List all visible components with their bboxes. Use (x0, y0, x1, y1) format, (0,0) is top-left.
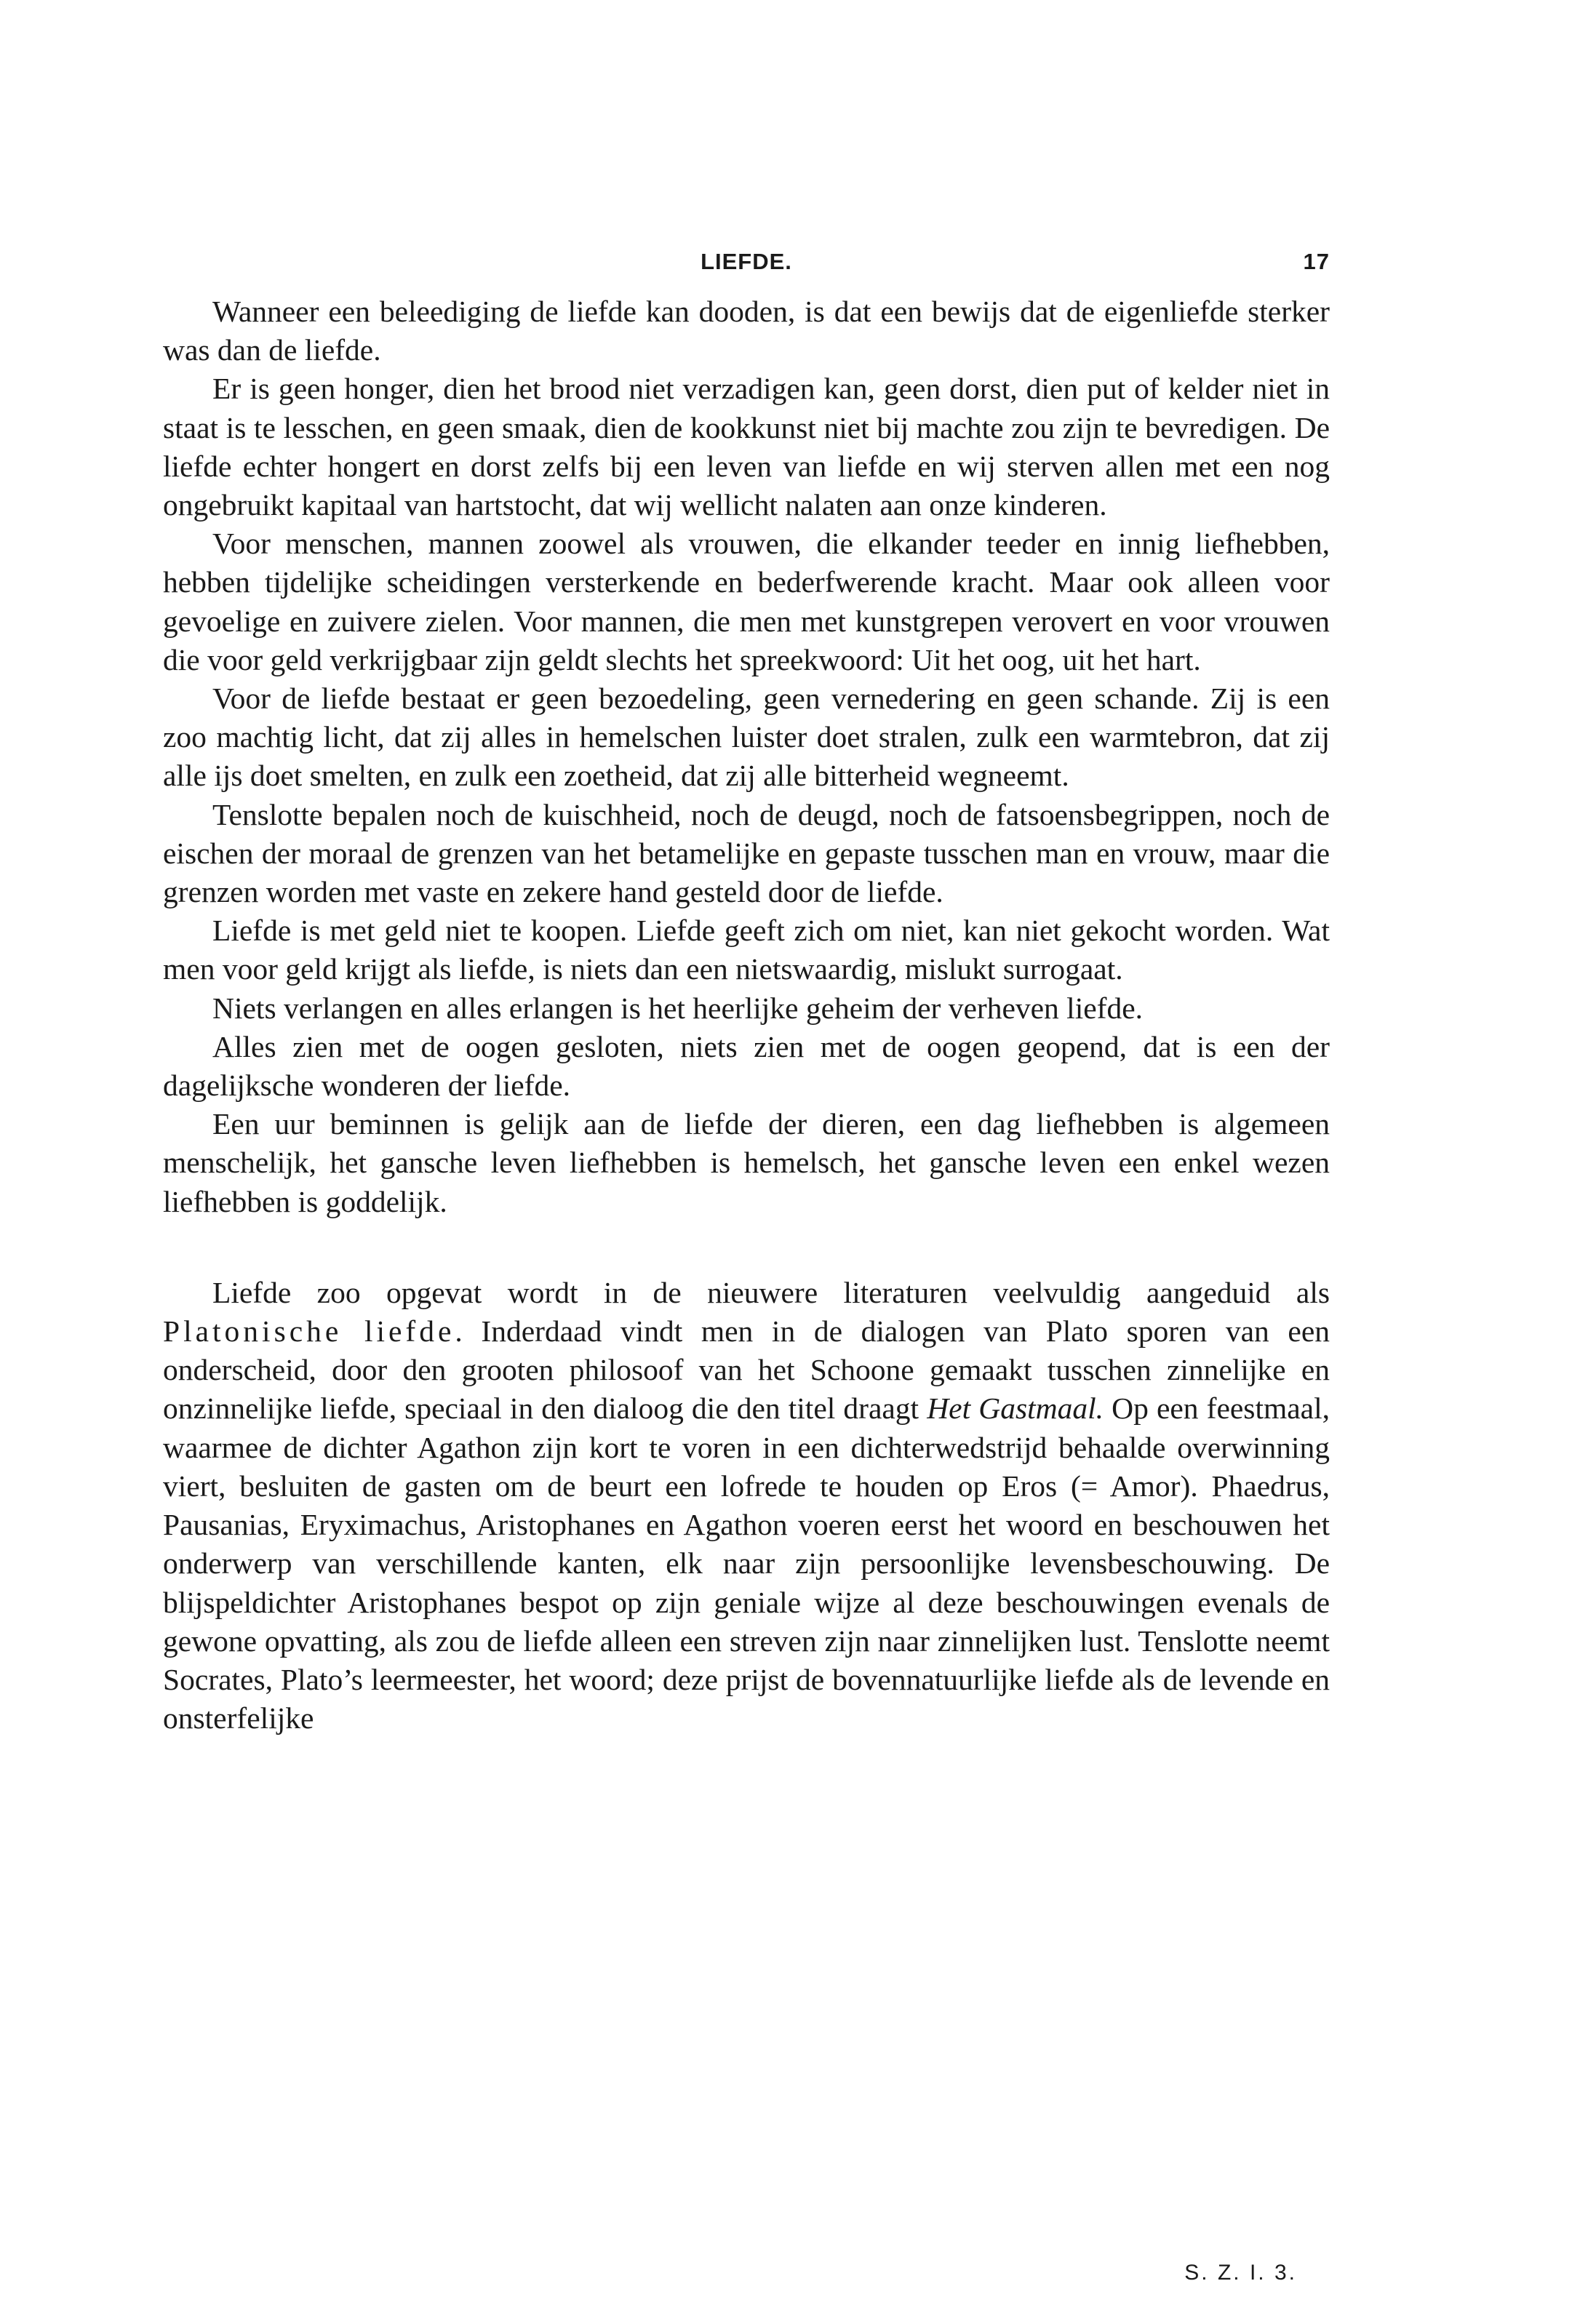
paragraph-2: Er is geen honger, dien het brood niet verzadigen kan, geen dorst, dien put of kelder niet in staat is te lesschen, en geen smaak, dien de kookkunst niet bij machte zou zijn te bevredigen. De liefde echter hongert en dorst zelfs bij een leven van liefde en wij sterven allen met een nog ongebruikt kapitaal van hartstocht, dat wij wellicht nalaten aan onze kinderen. (163, 372, 1330, 522)
gastmaal-title: Het Gastmaal. (927, 1391, 1104, 1426)
paragraph-7: Niets verlangen en alles erlangen is het heerlijke geheim der verheven liefde. (212, 991, 1144, 1025)
paragraph-platonic-part3: Op een feestmaal, waarmee de dichter Agathon zijn kort te voren in een dichterwedstrijd behaalde overwinning viert, besluiten de gasten om de beurt een lofrede te houden op Eros (= Amor). Phaedrus, Pausanias, Eryximachus, Aristophanes en Agathon voeren eerst het woord en beschouwen het onderwerp van verschillende kanten, elk naar zijn persoonlijke levensbeschouwing. De blijspeldichter Aristophanes bespot op zijn geniale wijze al deze beschouwingen evenals de gewone opvatting, als zou de liefde alleen een streven zijn naar zinnelijken lust. Tenslotte neemt Socrates, Plato’s leermeester, het woord; deze prijst de bovennatuurlijke liefde als de levende en onsterfelijke (163, 1391, 1330, 1735)
platonic-love-term: Platonische liefde (163, 1314, 455, 1349)
paragraph-8: Alles zien met de oogen gesloten, niets zien met de oogen geopend, dat is een der dagelijksche wonderen der liefde. (163, 1029, 1330, 1103)
page-number: 17 (1303, 249, 1330, 274)
body-text (163, 292, 1330, 1738)
paragraph-3: Voor menschen, mannen zoowel als vrouwen, die elkander teeder en innig liefhebben, hebben tijdelijke scheidingen versterkende en bederfwerende kracht. Maar ook alleen voor gevoelige en zuivere zielen. Voor mannen, die men met kunstgrepen verovert en voor vrouwen die voor geld verkrijgbaar zijn geldt slechts het spreekwoord: Uit het oog, uit het hart. (163, 527, 1330, 676)
paragraph-5: Tenslotte bepalen noch de kuischheid, noch de deugd, noch de fatsoensbegrippen, noch de eischen der moraal de grenzen van het betamelijke en gepaste tusschen man en vrouw, maar die grenzen worden met vaste en zekere hand gesteld door de liefde. (163, 797, 1330, 909)
paragraph-4: Voor de liefde bestaat er geen bezoedeling, geen vernedering en geen schande. Zij is een zoo machtig licht, dat zij alles in hemelschen luister doet stralen, zulk een warmtebron, dat zij alle ijs doet smelten, en zulk een zoetheid, dat zij alle bitterheid wegneemt. (163, 682, 1330, 793)
page (163, 240, 1330, 2285)
signature-mark: S. Z. I. 3. (1184, 2261, 1297, 2285)
paragraph-1: Wanneer een beleediging de liefde kan dooden, is dat een bewijs dat de eigenliefde sterker was dan de liefde. (163, 295, 1330, 367)
running-head (163, 240, 1330, 284)
running-head-title: LIEFDE. (701, 249, 792, 274)
paragraph-9: Een uur beminnen is gelijk aan de liefde der dieren, een dag liefhebben is algemeen menschelijk, het gansche leven liefhebben is hemelsch, het gansche leven een enkel wezen liefhebben is goddelijk. (163, 1107, 1330, 1218)
paragraph-6: Liefde is met geld niet te koopen. Liefde geeft zich om niet, kan niet gekocht worden. Wat men voor geld krijgt als liefde, is niets dan een nietswaardig, mislukt surrogaat. (163, 914, 1330, 986)
paragraph-platonic-part1: Liefde zoo opgevat wordt in de nieuwere literaturen veelvuldig aangeduid als (212, 1275, 1330, 1309)
paragraph-platonic (163, 1274, 1330, 1738)
paragraph-platonic-part2: . Inderdaad vindt men in de dialogen van Plato sporen van een onderscheid, door den grooten philosoof van het Schoone gemaakt tusschen zinnelijke en onzinnelijke liefde, speciaal in den dialoog die den titel draagt (163, 1314, 1330, 1426)
